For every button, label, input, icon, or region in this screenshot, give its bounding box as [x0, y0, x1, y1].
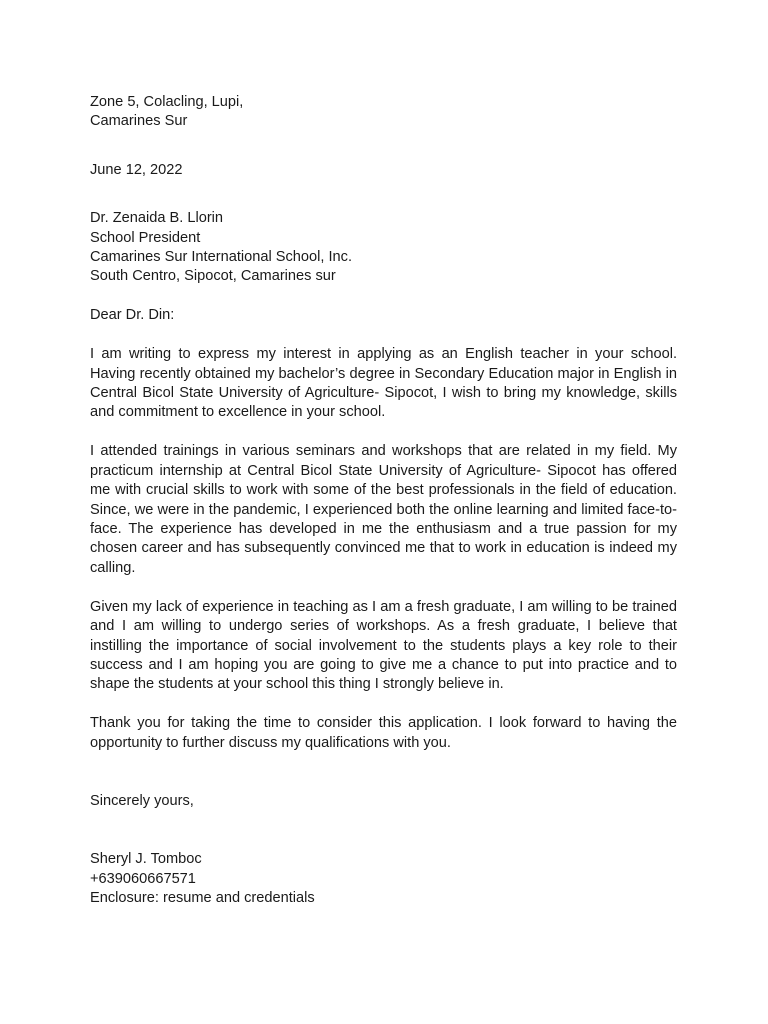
recipient-address: South Centro, Sipocot, Camarines sur	[90, 268, 336, 285]
body-paragraph-1: I am writing to express my interest in applying as an English teacher in your school. Having recently obtained my bachelor’s degree in Secondary Education major in English in Central Bicol State University of Agriculture- Sipocot, I wish to bring my knowledge, skills and commitment to excellence in your school.	[90, 346, 677, 421]
closing	[90, 792, 677, 811]
sender-address	[90, 93, 677, 132]
body-paragraph-4: Thank you for taking the time to consider this application. I look forward to having the opportunity to further discuss my qualifications with you.	[90, 715, 677, 751]
closing-text: Sincerely yours,	[90, 793, 194, 810]
sender-address-line: Zone 5, Colacling, Lupi,	[90, 94, 244, 110]
recipient-name: Dr. Zenaida B. Llorin	[90, 210, 224, 227]
recipient-title: School President	[90, 229, 201, 246]
date-text: June 12, 2022	[90, 161, 183, 178]
letter-date	[90, 161, 677, 180]
letter-document	[90, 93, 677, 909]
salutation	[90, 306, 677, 325]
body-paragraph-2: I attended trainings in various seminars and workshops that are related in my field. My practicum internship at Central Bicol State University of Agriculture- Sipocot has offered me with crucial skills to work with some of the best professionals in the field of education. Since, we were in the pandemic, I experienced both the online learning and limited face-to-face. The experience has developed in me the enthusiasm and a true passion for my chosen career and has subsequently convinced me that to work in education is indeed my calling.	[90, 443, 677, 576]
signature-name: Sheryl J. Tomboc	[90, 851, 202, 868]
recipient-block	[90, 209, 677, 287]
body-paragraph-3: Given my lack of experience in teaching as I am a fresh graduate, I am willing to be trained and I am willing to undergo series of workshops. As a fresh graduate, I believe that instilling the importance of social involvement to the students plays a key role to their success and I am hoping you are going to give me a chance to put into practice and to shape the students at your school this thing I strongly believe in.	[90, 598, 677, 693]
salutation-text: Dear Dr. Din:	[90, 307, 175, 324]
signature-enclosure: Enclosure: resume and credentials	[90, 890, 315, 907]
signature-block	[90, 850, 677, 908]
sender-address-line: Camarines Sur	[90, 113, 188, 130]
recipient-organization: Camarines Sur International School, Inc.	[90, 249, 353, 266]
signature-phone: +639060667571	[90, 870, 196, 887]
